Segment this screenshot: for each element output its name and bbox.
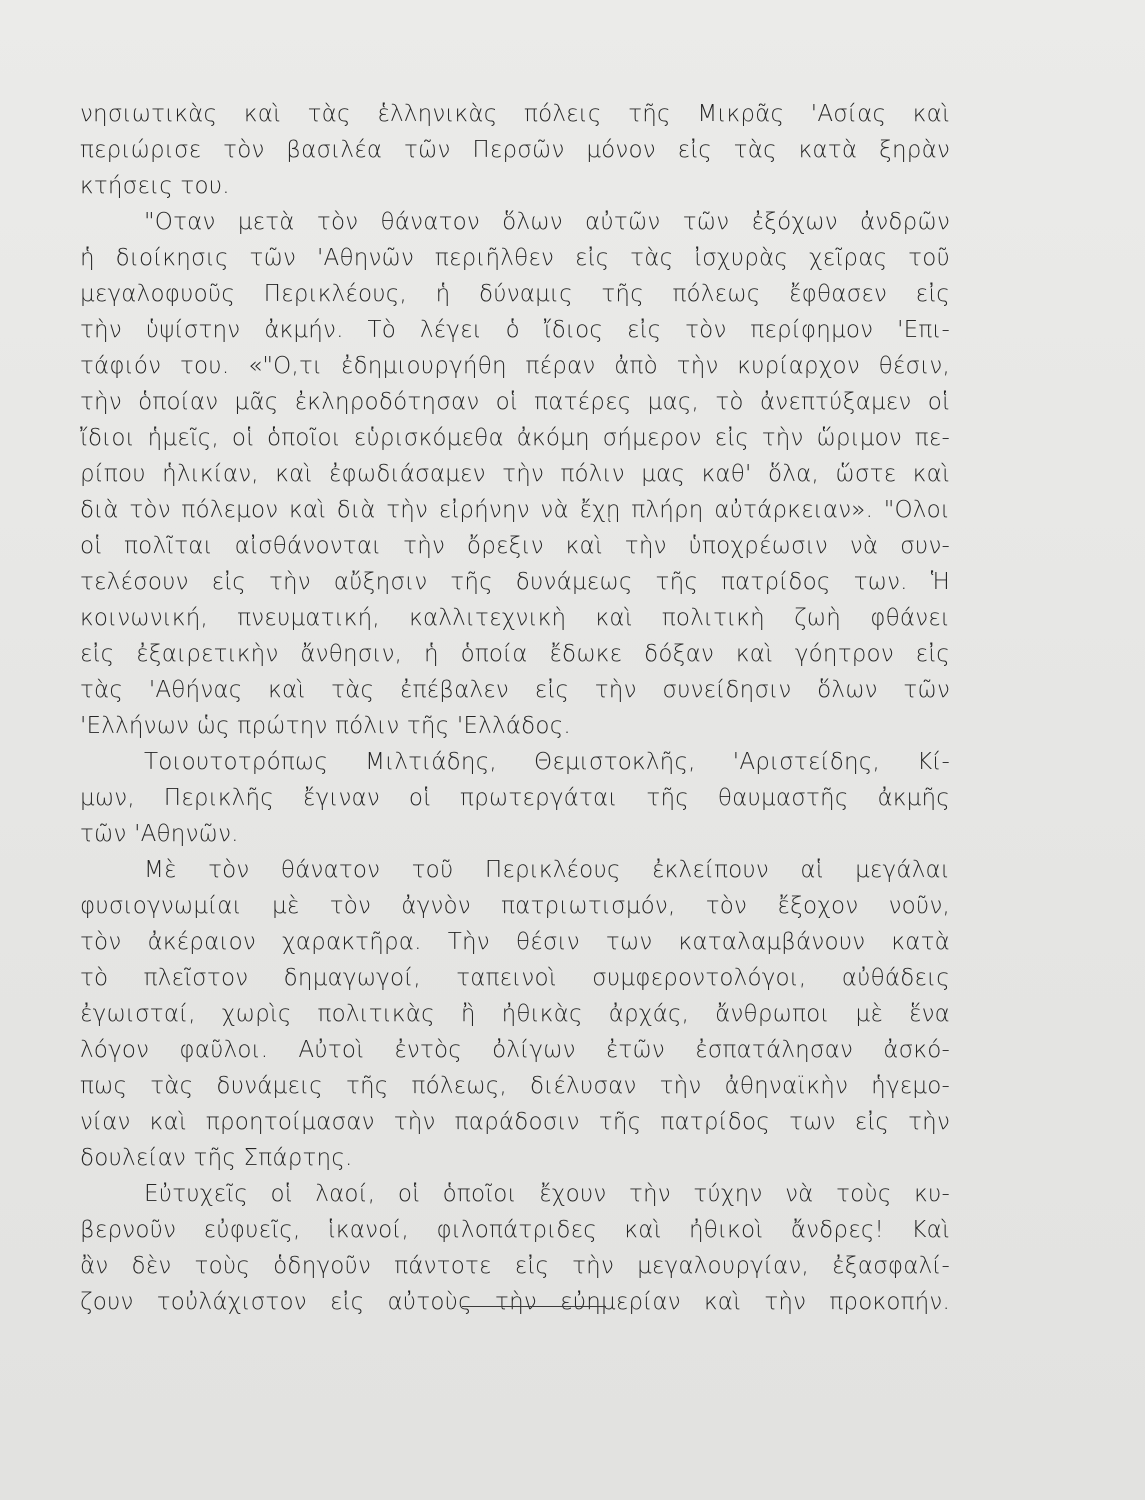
text-line: νίαν καὶ προητοίμασαν τὴν παράδοσιν τῆς πατρίδος των εἰς τὴν <box>80 1109 950 1135</box>
text-line: διὰ τὸν πόλεμον καὶ διὰ τὴν εἰρήνην νὰ ἔχῃ πλήρη αὐτάρκειαν». "Ολοι <box>80 497 950 523</box>
text-line: τὴν ὁποίαν μᾶς ἐκληροδότησαν οἱ πατέρες μας, τὸ ἀνεπτύξαμεν οἱ <box>80 389 950 415</box>
text-line: φυσιογνωμίαι μὲ τὸν ἀγνὸν πατριωτισμόν, τὸν ἔξοχον νοῦν, <box>80 893 950 919</box>
text-line: 'Ελλήνων ὡς πρώτην πόλιν τῆς 'Ελλάδος. <box>80 713 571 739</box>
text-line: δουλείαν τῆς Σπάρτης. <box>80 1145 353 1171</box>
text-line: Εὐτυχεῖς οἱ λαοί, οἱ ὁποῖοι ἔχουν τὴν τύχην νὰ τοὺς κυ- <box>144 1181 950 1207</box>
text-line: τὸ πλεῖστον δημαγωγοί, ταπεινοὶ συμφεροντολόγοι, αὐθάδεις <box>80 965 950 991</box>
text-line: Μὲ τὸν θάνατον τοῦ Περικλέους ἐκλείπουν αἱ μεγάλαι <box>144 857 950 883</box>
text-line: νησιωτικὰς καὶ τὰς ἑλληνικὰς πόλεις τῆς Μικρᾶς 'Ασίας καὶ <box>80 101 950 127</box>
text-line: τὰς 'Αθήνας καὶ τὰς ἐπέβαλεν εἰς τὴν συνείδησιν ὅλων τῶν <box>80 677 950 703</box>
text-line: τὴν ὑψίστην ἀκμήν. Τὸ λέγει ὁ ἴδιος εἰς τὸν περίφημον 'Επι- <box>80 317 950 343</box>
text-line: "Οταν μετὰ τὸν θάνατον ὅλων αὐτῶν τῶν ἐξόχων ἀνδρῶν <box>144 209 950 235</box>
text-line: ἂν δὲν τοὺς ὁδηγοῦν πάντοτε εἰς τὴν μεγαλουργίαν, ἐξασφαλί- <box>80 1253 950 1279</box>
text-line: εἰς ἐξαιρετικὴν ἄνθησιν, ἡ ὁποία ἔδωκε δόξαν καὶ γόητρον εἰς <box>80 641 950 667</box>
text-line: τάφιόν του. «"Ο,τι ἐδημιουργήθη πέραν ἀπὸ τὴν κυρίαρχον θέσιν, <box>80 353 950 379</box>
text-line: ζουν τοὐλάχιστον εἰς αὐτοὺς τὴν εὐημερίαν καὶ τὴν προκοπήν. <box>80 1289 950 1315</box>
text-line: μων, Περικλῆς ἔγιναν οἱ πρωτεργάται τῆς θαυμαστῆς ἀκμῆς <box>80 785 950 811</box>
text-line: μεγαλοφυοῦς Περικλέους, ἡ δύναμις τῆς πόλεως ἔφθασεν εἰς <box>80 281 950 307</box>
text-line: Τοιουτοτρόπως Μιλτιάδης, Θεμιστοκλῆς, 'Αριστείδης, Κί- <box>144 749 950 775</box>
text-line: περιώρισε τὸν βασιλέα τῶν Περσῶν μόνον εἰς τὰς κατὰ ξηρὰν <box>80 137 950 163</box>
text-line: τῶν 'Αθηνῶν. <box>80 821 239 847</box>
text-line: τελέσουν εἰς τὴν αὔξησιν τῆς δυνάμεως τῆς πατρίδος των. Ἡ <box>80 569 950 595</box>
text-line: τὸν ἀκέραιον χαρακτῆρα. Τὴν θέσιν των καταλαμβάνουν κατὰ <box>80 929 950 955</box>
text-line: οἱ πολῖται αἰσθάνονται τὴν ὄρεξιν καὶ τὴν ὑποχρέωσιν νὰ συν- <box>80 533 950 559</box>
section-separator-rule <box>462 1306 606 1307</box>
text-line: κοινωνική, πνευματική, καλλιτεχνικὴ καὶ πολιτικὴ ζωὴ φθάνει <box>80 605 950 631</box>
text-line: ἡ διοίκησις τῶν 'Αθηνῶν περιῆλθεν εἰς τὰς ἰσχυρὰς χεῖρας τοῦ <box>80 245 950 271</box>
text-line: ρίπου ἡλικίαν, καὶ ἐφωδιάσαμεν τὴν πόλιν μας καθ' ὅλα, ὥστε καὶ <box>80 461 950 487</box>
text-line: βερνοῦν εὐφυεῖς, ἱκανοί, φιλοπάτριδες καὶ ἠθικοὶ ἄνδρες! Καὶ <box>80 1217 950 1243</box>
text-line: πως τὰς δυνάμεις τῆς πόλεως, διέλυσαν τὴν ἀθηναϊκὴν ἡγεμο- <box>80 1073 950 1099</box>
text-line: λόγον φαῦλοι. Αὐτοὶ ἐντὸς ὀλίγων ἐτῶν ἐσπατάλησαν ἀσκό- <box>80 1037 950 1063</box>
text-line: ἴδιοι ἡμεῖς, οἱ ὁποῖοι εὑρισκόμεθα ἀκόμη σήμερον εἰς τὴν ὥριμον πε- <box>80 425 950 451</box>
text-line: ἐγωισταί, χωρὶς πολιτικὰς ἢ ἠθικὰς ἀρχάς, ἄνθρωποι μὲ ἕνα <box>80 1001 950 1027</box>
text-line: κτήσεις του. <box>80 173 230 199</box>
body-text <box>80 96 950 1320</box>
